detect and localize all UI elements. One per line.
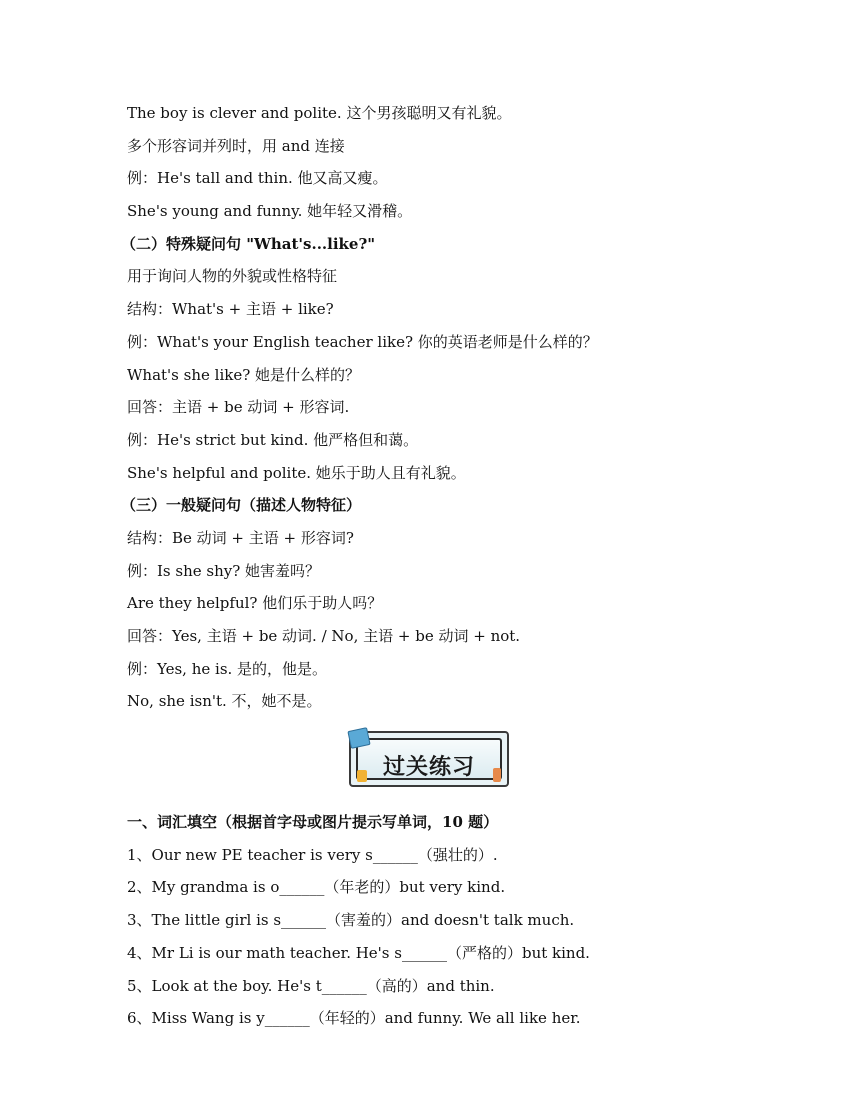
text-line: 例：Yes, he is. 是的，他是。 (127, 659, 328, 678)
practice-banner-area (127, 721, 787, 809)
exercise-item: 5、Look at the boy. He's t______（高的）and thin. (127, 976, 495, 995)
text-line: 例：Is she shy? 她害羞吗？ (127, 561, 321, 580)
text-line: 例：What's your English teacher like? 你的英语老师是什么样的？ (127, 332, 598, 351)
text-line: 例：He's tall and thin. 他又高又瘦。 (127, 169, 388, 188)
pencil-icon (357, 770, 367, 782)
document-body (121, 100, 787, 1038)
text-line: Are they helpful? 他们乐于助人吗？ (127, 594, 383, 613)
crayon-icon (493, 768, 501, 782)
text-line: 回答：Yes, 主语 + be 动词. / No, 主语 + be 动词 + not. (127, 627, 521, 645)
text-line: She's helpful and polite. 她乐于助人且有礼貌。 (127, 463, 466, 482)
text-line: 结构：What's + 主语 + like? (127, 300, 334, 319)
text-line: 结构：Be 动词 + 主语 + 形容词? (127, 528, 354, 547)
text-line: 回答：主语 + be 动词 + 形容词. (127, 398, 350, 417)
exercise-item: 6、Miss Wang is y______（年轻的）and funny. We all like her. (127, 1009, 581, 1028)
practice-banner-title: 过关练习 (382, 755, 475, 781)
text-line: What's she like? 她是什么样的？ (127, 365, 361, 384)
text-line: 例：He's strict but kind. 他严格但和蔼。 (127, 430, 419, 449)
text-line: The boy is clever and polite. 这个男孩聪明又有礼貌。 (127, 104, 512, 122)
exercise-item: 2、My grandma is o______（年老的）but very kind. (127, 878, 506, 897)
practice-banner (349, 731, 509, 787)
text-line: 用于询问人物的外貌或性格特征 (127, 267, 338, 286)
exercise-item: 4、Mr Li is our math teacher. He's s______（严格的）but kind. (127, 943, 590, 962)
text-line: 多个形容词并列时，用 and 连接 (127, 136, 345, 155)
section-heading-special-question: （二）特殊疑问句 "What's...like?" (121, 234, 376, 253)
exercise-item: 3、The little girl is s______（害羞的）and doesn't talk much. (127, 911, 575, 930)
section-heading-general-question: （三）一般疑问句（描述人物特征） (121, 496, 362, 515)
practice-banner-inner (356, 738, 502, 780)
text-line: She's young and funny. 她年轻又滑稽。 (127, 202, 413, 221)
text-line: No, she isn't. 不，她不是。 (127, 692, 322, 711)
exercise-heading: 一、词汇填空（根据首字母或图片提示写单词，10 题） (127, 813, 499, 832)
exercise-item: 1、Our new PE teacher is very s______（强壮的）. (127, 845, 498, 864)
